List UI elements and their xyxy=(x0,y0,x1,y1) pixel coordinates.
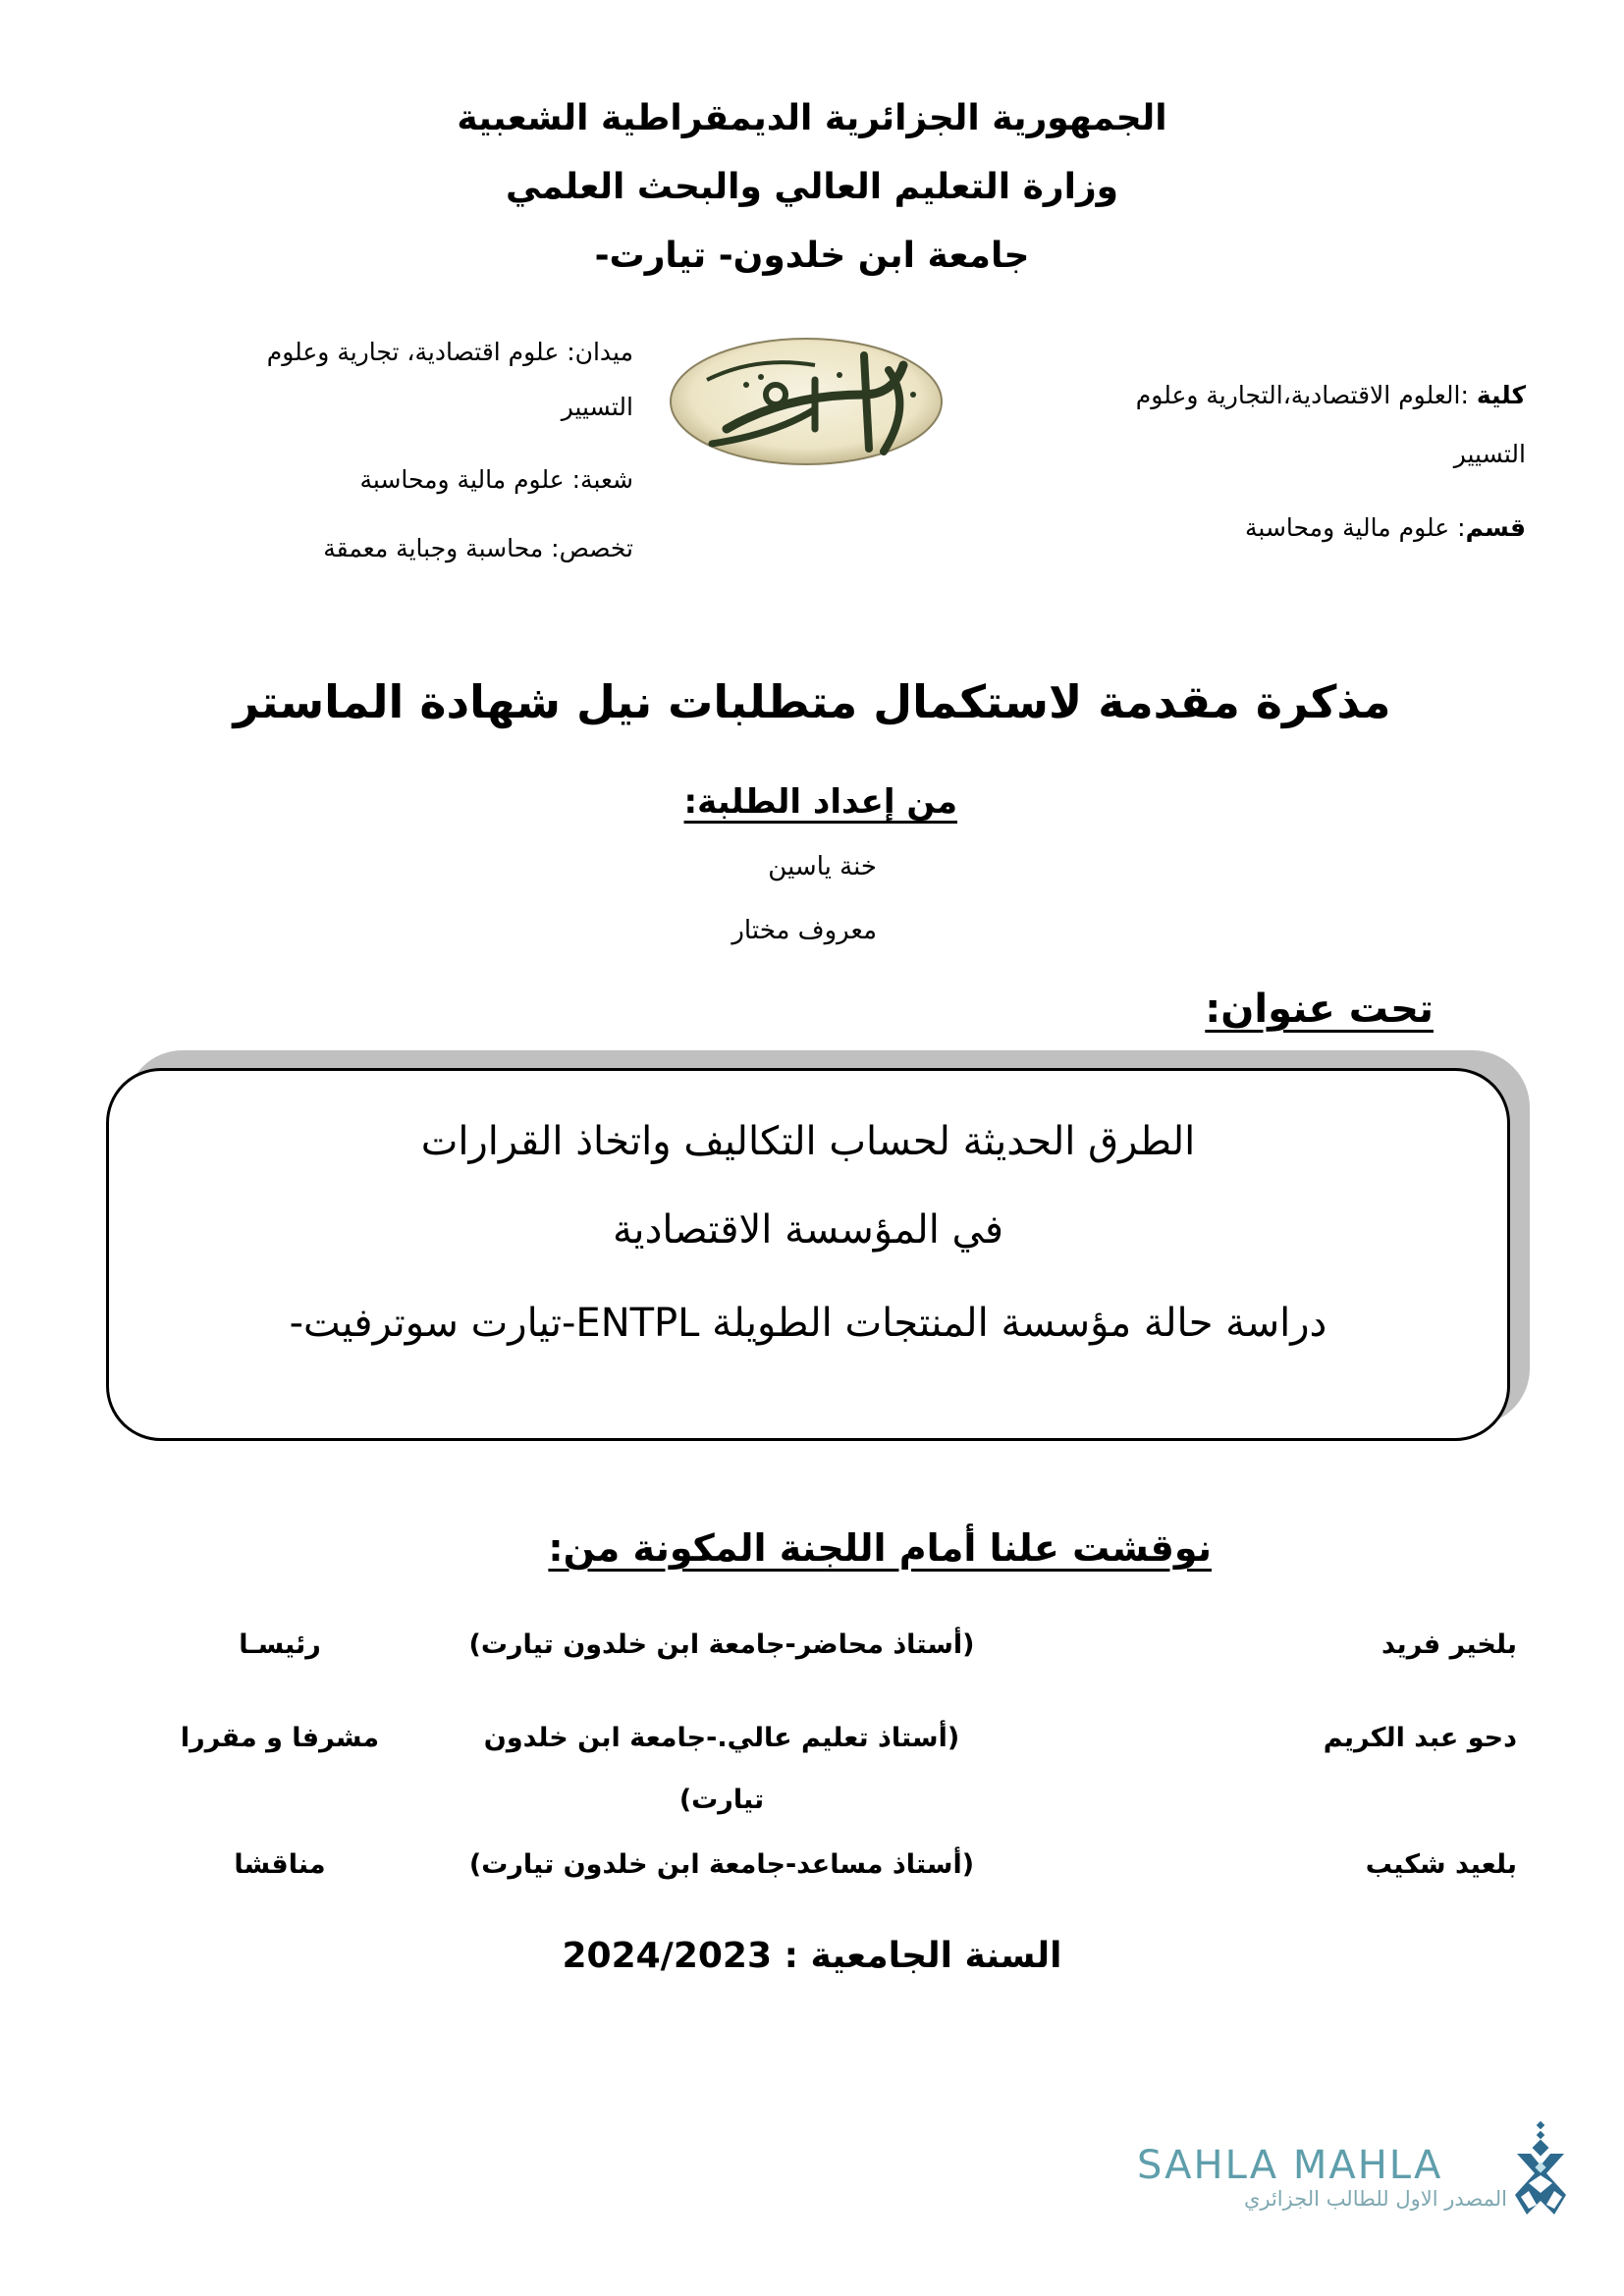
member-title: (أستاذ مساعد-جامعة ابن خلدون تيارت) xyxy=(468,1849,975,1880)
member-name: بلعيد شكيب xyxy=(1365,1849,1517,1880)
branch-line: شعبة: علوم مالية ومحاسبة xyxy=(359,465,633,494)
faculty-label: كلية xyxy=(1476,381,1526,409)
member-title-cont: تيارت) xyxy=(678,1785,765,1815)
university-seal-icon xyxy=(668,336,945,468)
member-name: بلخير فريد xyxy=(1380,1629,1517,1660)
field-line: ميدان: علوم اقتصادية، تجارية وعلوم xyxy=(266,338,633,366)
department-value: : علوم مالية ومحاسبة xyxy=(1245,513,1466,542)
subject-line-2: في المؤسسة الاقتصادية xyxy=(612,1207,1003,1253)
watermark-tagline: المصدر الاول للطالب الجزائري xyxy=(1243,2187,1507,2211)
field-line-cont: التسيير xyxy=(561,393,633,421)
subject-line-1: الطرق الحديثة لحساب التكاليف واتخاذ القرارات xyxy=(420,1119,1196,1164)
subject-heading: تحت عنوان: xyxy=(1205,987,1434,1032)
member-role: رئيسـا xyxy=(239,1629,321,1660)
member-title: (أستاذ محاضر-جامعة ابن خلدون تيارت) xyxy=(468,1629,975,1660)
academic-year: السنة الجامعية : 2024/2023 xyxy=(562,1936,1062,1976)
member-role: مشرفا و مقررا xyxy=(180,1723,380,1753)
thesis-heading: مذكرة مقدمة لاستكمال متطلبات نيل شهادة الماستر xyxy=(233,675,1391,728)
student-name: خنة ياسين xyxy=(768,852,877,881)
department-line xyxy=(1245,515,1526,540)
faculty-line xyxy=(1136,383,1526,407)
students-heading: من إعداد الطلبة: xyxy=(683,782,957,822)
watermark-brand: SAHLA MAHLA xyxy=(1137,2143,1443,2188)
faculty-line-cont: التسيير xyxy=(1453,440,1526,468)
faculty-value: :العلوم الاقتصادية،التجارية وعلوم xyxy=(1135,381,1477,409)
subject-line-3: دراسة حالة مؤسسة المنتجات الطويلة ENTPL-تيارت سوترفيت- xyxy=(289,1301,1327,1346)
member-name: دحو عبد الكريم xyxy=(1323,1723,1517,1753)
department-label: قسم xyxy=(1465,513,1526,542)
student-name: معروف مختار xyxy=(731,916,877,945)
university-title: جامعة ابن خلدون- تيارت- xyxy=(594,236,1030,276)
sahla-mahla-emblem-icon xyxy=(1507,2120,1576,2218)
committee-heading: نوقشت علنا أمام اللجنة المكونة من: xyxy=(548,1526,1212,1570)
member-title: (أستاذ تعليم عالي.-جامعة ابن خلدون xyxy=(483,1723,960,1753)
specialty-line: تخصص: محاسبة وجباية معمقة xyxy=(323,534,633,562)
member-role: مناقشا xyxy=(234,1849,326,1880)
ministry-title: وزارة التعليم العالي والبحث العلمي xyxy=(505,167,1119,207)
republic-title: الجمهورية الجزائرية الديمقراطية الشعبية xyxy=(457,98,1167,138)
